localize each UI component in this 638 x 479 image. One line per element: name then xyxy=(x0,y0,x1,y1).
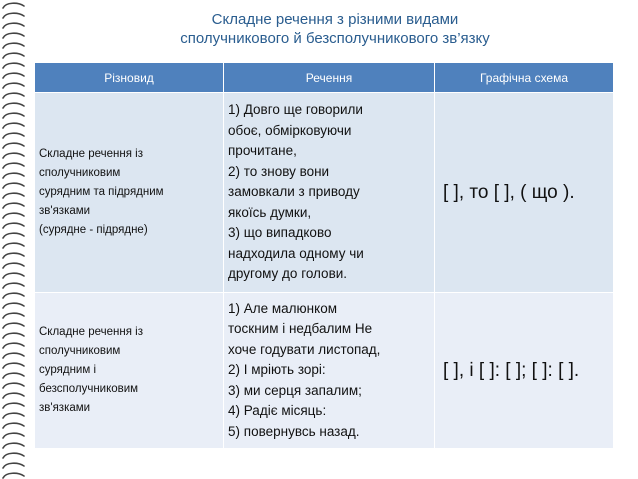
header-kind: Різновид xyxy=(35,63,224,93)
binding-ring xyxy=(3,453,24,458)
row1-sentence-line: 1) Довго ще говорили xyxy=(228,102,363,118)
row1-kind-line: Складне речення із xyxy=(39,148,143,160)
binding-ring xyxy=(3,293,24,298)
binding-ring xyxy=(3,193,24,198)
binding-ring xyxy=(3,413,24,418)
binding-ring xyxy=(3,363,24,368)
row1-sentence-line: замовкали з приводу xyxy=(228,184,360,200)
binding-ring xyxy=(3,423,24,428)
binding-ring xyxy=(3,273,24,278)
row2-scheme-cell: [ ], і [ ]: [ ]; [ ]: [ ]. xyxy=(435,293,614,449)
row1-kind-line: зв'язками xyxy=(39,205,91,217)
binding-ring xyxy=(3,373,24,378)
binding-ring xyxy=(3,303,24,308)
binding-ring xyxy=(3,203,24,208)
binding-ring xyxy=(3,433,24,438)
binding-ring xyxy=(3,103,24,108)
binding-ring xyxy=(3,243,24,248)
binding-ring xyxy=(3,113,24,118)
table-header-row xyxy=(35,63,614,93)
binding-ring xyxy=(3,263,24,268)
binding-ring xyxy=(3,313,24,318)
title-line-2: сполучникового й безсполучникового зв’язку xyxy=(180,30,490,47)
binding-ring xyxy=(3,133,24,138)
row1-kind-line: сполучниковим xyxy=(39,167,121,179)
binding-ring xyxy=(3,33,24,38)
binding-ring xyxy=(3,43,24,48)
binding-ring xyxy=(3,213,24,218)
row1-sentence-line: 3) що випадково xyxy=(228,225,332,241)
table-row xyxy=(35,93,614,293)
binding-ring xyxy=(3,393,24,398)
row2-kind-line: сурядним і xyxy=(39,364,97,376)
binding-ring xyxy=(3,443,24,448)
row1-kind-line: сурядним та підрядним xyxy=(39,186,164,198)
binding-ring xyxy=(3,73,24,78)
comparison-table xyxy=(34,62,614,449)
notebook-binding xyxy=(0,0,30,479)
binding-ring xyxy=(3,63,24,68)
binding-ring xyxy=(3,173,24,178)
row2-sentence-line: 2) І мріють зорі: xyxy=(228,362,326,378)
binding-ring xyxy=(3,53,24,58)
row1-kind-cell xyxy=(35,93,224,293)
binding-ring xyxy=(3,343,24,348)
row1-sentence-line: другому до голови. xyxy=(228,266,348,282)
row2-kind-line: зв'язками xyxy=(39,402,91,414)
binding-ring xyxy=(3,123,24,128)
row1-scheme-cell: [ ], то [ ], ( що ). xyxy=(435,93,614,293)
row1-sentence-line: обоє, обмірковуючи xyxy=(228,122,352,138)
binding-ring xyxy=(3,83,24,88)
row1-sentence-line: прочитане, xyxy=(228,143,297,159)
page-title xyxy=(40,10,630,48)
binding-ring xyxy=(3,233,24,238)
binding-ring xyxy=(3,183,24,188)
binding-ring xyxy=(3,383,24,388)
binding-ring xyxy=(3,93,24,98)
binding-ring xyxy=(3,23,24,28)
header-sentence: Речення xyxy=(224,63,435,93)
binding-ring xyxy=(3,223,24,228)
row2-sentence-line: хоче годувати листопад, xyxy=(228,341,381,357)
row1-sentence-line: надходила одному чи xyxy=(228,245,364,261)
row2-sentence-line: 3) ми серця запалим; xyxy=(228,382,362,398)
binding-ring xyxy=(3,143,24,148)
row1-sentence-line: якоїсь думки, xyxy=(228,204,312,220)
row2-sentence-cell xyxy=(224,293,435,449)
binding-ring xyxy=(3,253,24,258)
binding-ring xyxy=(3,333,24,338)
row2-sentence-line: 1) Але малюнком xyxy=(228,300,337,316)
row2-kind-cell xyxy=(35,293,224,449)
binding-ring xyxy=(3,463,24,468)
row1-sentence-cell xyxy=(224,93,435,293)
header-scheme: Графічна схема xyxy=(435,63,614,93)
row2-sentence-line: 5) повернувсь назад. xyxy=(228,423,360,439)
binding-ring xyxy=(3,473,24,478)
row2-kind-line: сполучниковим xyxy=(39,345,121,357)
binding-ring xyxy=(3,353,24,358)
row2-sentence-line: тоскним і недбалим Не xyxy=(228,321,373,337)
row2-sentence-line: 4) Радіє місяць: xyxy=(228,403,327,419)
title-line-1: Складне речення з різними видами xyxy=(211,11,459,28)
row2-kind-line: безсполучниковим xyxy=(39,383,139,395)
row1-kind-line: (сурядне - підрядне) xyxy=(39,224,148,236)
binding-ring xyxy=(3,403,24,408)
binding-ring xyxy=(3,13,24,18)
binding-ring xyxy=(3,3,24,8)
binding-ring xyxy=(3,323,24,328)
row1-sentence-line: 2) то знову вони xyxy=(228,163,330,179)
binding-ring xyxy=(3,283,24,288)
row2-kind-line: Складне речення із xyxy=(39,326,143,338)
binding-ring xyxy=(3,153,24,158)
binding-ring xyxy=(3,163,24,168)
table-row xyxy=(35,293,614,449)
